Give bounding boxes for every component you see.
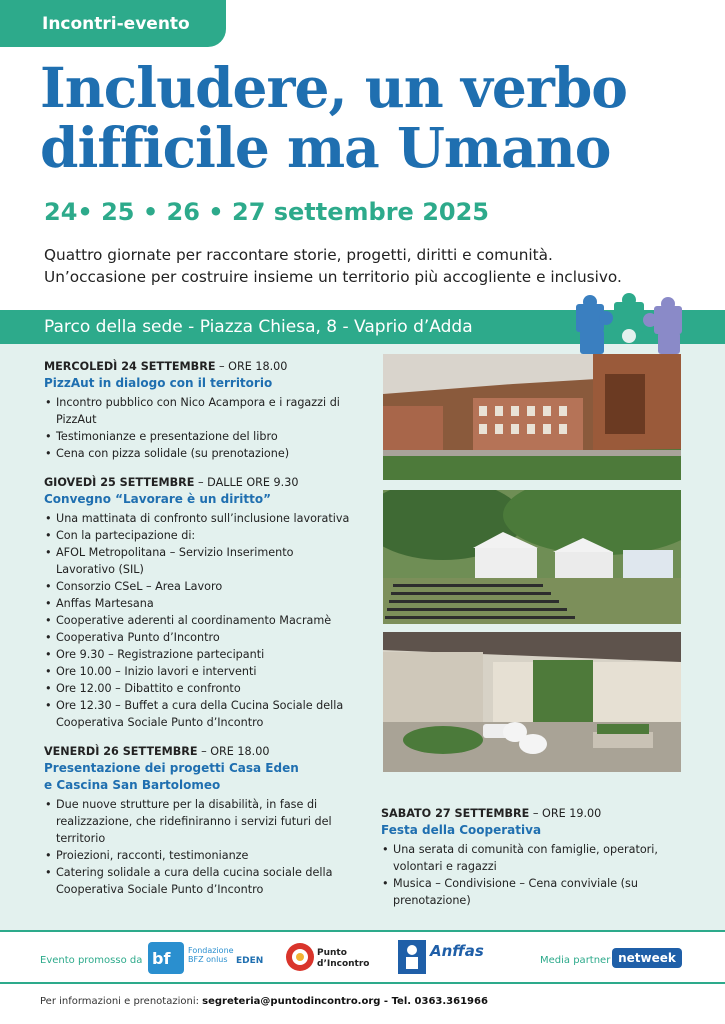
event-wednesday: [44, 358, 354, 462]
logo-anffas-text: Anffas: [430, 942, 484, 960]
event-day: VENERDÌ 26 SETTEMBRE: [44, 745, 198, 758]
event-day: MERCOLEDÌ 24 SETTEMBRE: [44, 360, 216, 373]
contact-info: [40, 996, 488, 1007]
list-item: • Proiezioni, racconti, testimonianze: [44, 847, 354, 864]
event-time: – DALLE ORE 9.30: [194, 476, 299, 489]
list-item: • Due nuove strutture per la disabilità, in fase di realizzazione, che ridefiniranno i servizi futuri del territorio: [44, 796, 354, 847]
list-item: • Consorzio CSeL – Area Lavoro: [44, 578, 354, 595]
logo-anffas: [398, 938, 490, 976]
list-item: • Ore 12.00 – Dibattito e confronto: [44, 680, 354, 697]
photo-park-event: [383, 490, 681, 624]
footer-divider-top: [0, 930, 725, 932]
list-item: • Incontro pubblico con Nico Acampora e i ragazzi di PizzAut: [44, 394, 354, 428]
event-day-heading: [381, 805, 681, 822]
event-day-heading: [44, 474, 354, 491]
list-item: • Musica – Condivisione – Cena conviviale (su prenotazione): [381, 875, 681, 909]
logo-bfz-text: Fondazione BFZ onlus: [188, 946, 234, 964]
list-item: • Una serata di comunità con famiglie, operatori, volontari e ragazzi: [381, 841, 681, 875]
list-item: • AFOL Metropolitana – Servizio Inserimento Lavorativo (SIL): [44, 544, 354, 578]
event-day: GIOVEDÌ 25 SETTEMBRE: [44, 476, 195, 489]
svg-text:bf: bf: [152, 949, 171, 968]
list-item: • Cooperative aderenti al coordinamento Macramè: [44, 612, 354, 629]
contact-label: Per informazioni e prenotazioni:: [40, 996, 203, 1007]
list-item: • Ore 12.30 – Buffet a cura della Cucina Sociale della Cooperativa Sociale Punto d’Incontro: [44, 697, 354, 731]
event-title-line-1: Presentazione dei progetti Casa Eden: [44, 761, 299, 775]
event-dates: 24• 25 • 26 • 27 settembre 2025: [44, 198, 489, 226]
event-title: PizzAut in dialogo con il territorio: [44, 376, 273, 390]
intro-line-1: Quattro giornate per raccontare storie, progetti, diritti e comunità.: [44, 246, 553, 264]
location-band: Parco della sede - Piazza Chiesa, 8 - Vaprio d’Adda: [0, 310, 725, 344]
intro-line-2: Un’occasione per costruire insieme un territorio più accogliente e inclusivo.: [44, 268, 622, 286]
event-day-heading: [44, 743, 354, 760]
event-friday: [44, 743, 354, 898]
title-line-1: Includere, un verbo: [40, 55, 627, 120]
program-left-column: [44, 358, 354, 910]
logo-punto-incontro: [285, 940, 375, 976]
event-saturday: [381, 805, 681, 909]
logo-netweek: netweek: [612, 948, 682, 968]
list-item: • Ore 9.30 – Registrazione partecipanti: [44, 646, 354, 663]
list-item: • Testimonianze e presentazione del libro: [44, 428, 354, 445]
list-item: • Una mattinata di confronto sull’inclusione lavorativa: [44, 510, 354, 527]
event-type-tag: Incontri-evento: [0, 0, 226, 47]
event-time: – ORE 18.00: [215, 360, 288, 373]
list-item: • Anffas Martesana: [44, 595, 354, 612]
promoted-by-label: Evento promosso da: [40, 955, 143, 966]
contact-phone: - Tel. 0363.361966: [380, 996, 488, 1007]
list-item: • Ore 10.00 – Inizio lavori e interventi: [44, 663, 354, 680]
event-title: Convegno “Lavorare è un diritto”: [44, 492, 271, 506]
contact-email[interactable]: segreteria@puntodincontro.org: [202, 996, 381, 1007]
page-title: [40, 55, 700, 180]
event-thursday: [44, 474, 354, 731]
event-time: – ORE 18.00: [197, 745, 270, 758]
intro-text: [44, 244, 704, 288]
event-day: SABATO 27 SETTEMBRE: [381, 807, 530, 820]
media-partner-label: Media partner: [540, 955, 611, 966]
list-item: • Cena con pizza solidale (su prenotazione): [44, 445, 354, 462]
logo-fondazione-bfz: [148, 940, 263, 976]
footer-divider-bottom: [0, 982, 725, 984]
logo-eden-text: EDEN: [236, 956, 264, 966]
event-title-line-2: e Cascina San Bartolomeo: [44, 778, 221, 792]
event-title: Festa della Cooperativa: [381, 823, 542, 837]
photo-garden-terrace: [383, 632, 681, 772]
title-line-2: difficile ma Umano: [40, 115, 611, 180]
logo-punto-text: Punto d’Incontro: [317, 948, 370, 969]
photo-building-courtyard: [383, 354, 681, 480]
list-item: • Cooperativa Punto d’Incontro: [44, 629, 354, 646]
event-day-heading: [44, 358, 354, 375]
list-item: • Catering solidale a cura della cucina sociale della Cooperativa Sociale Punto d’Incontro: [44, 864, 354, 898]
event-time: – ORE 19.00: [529, 807, 602, 820]
puzzle-pieces-icon: [570, 292, 690, 360]
list-item: • Con la partecipazione di:: [44, 527, 354, 544]
